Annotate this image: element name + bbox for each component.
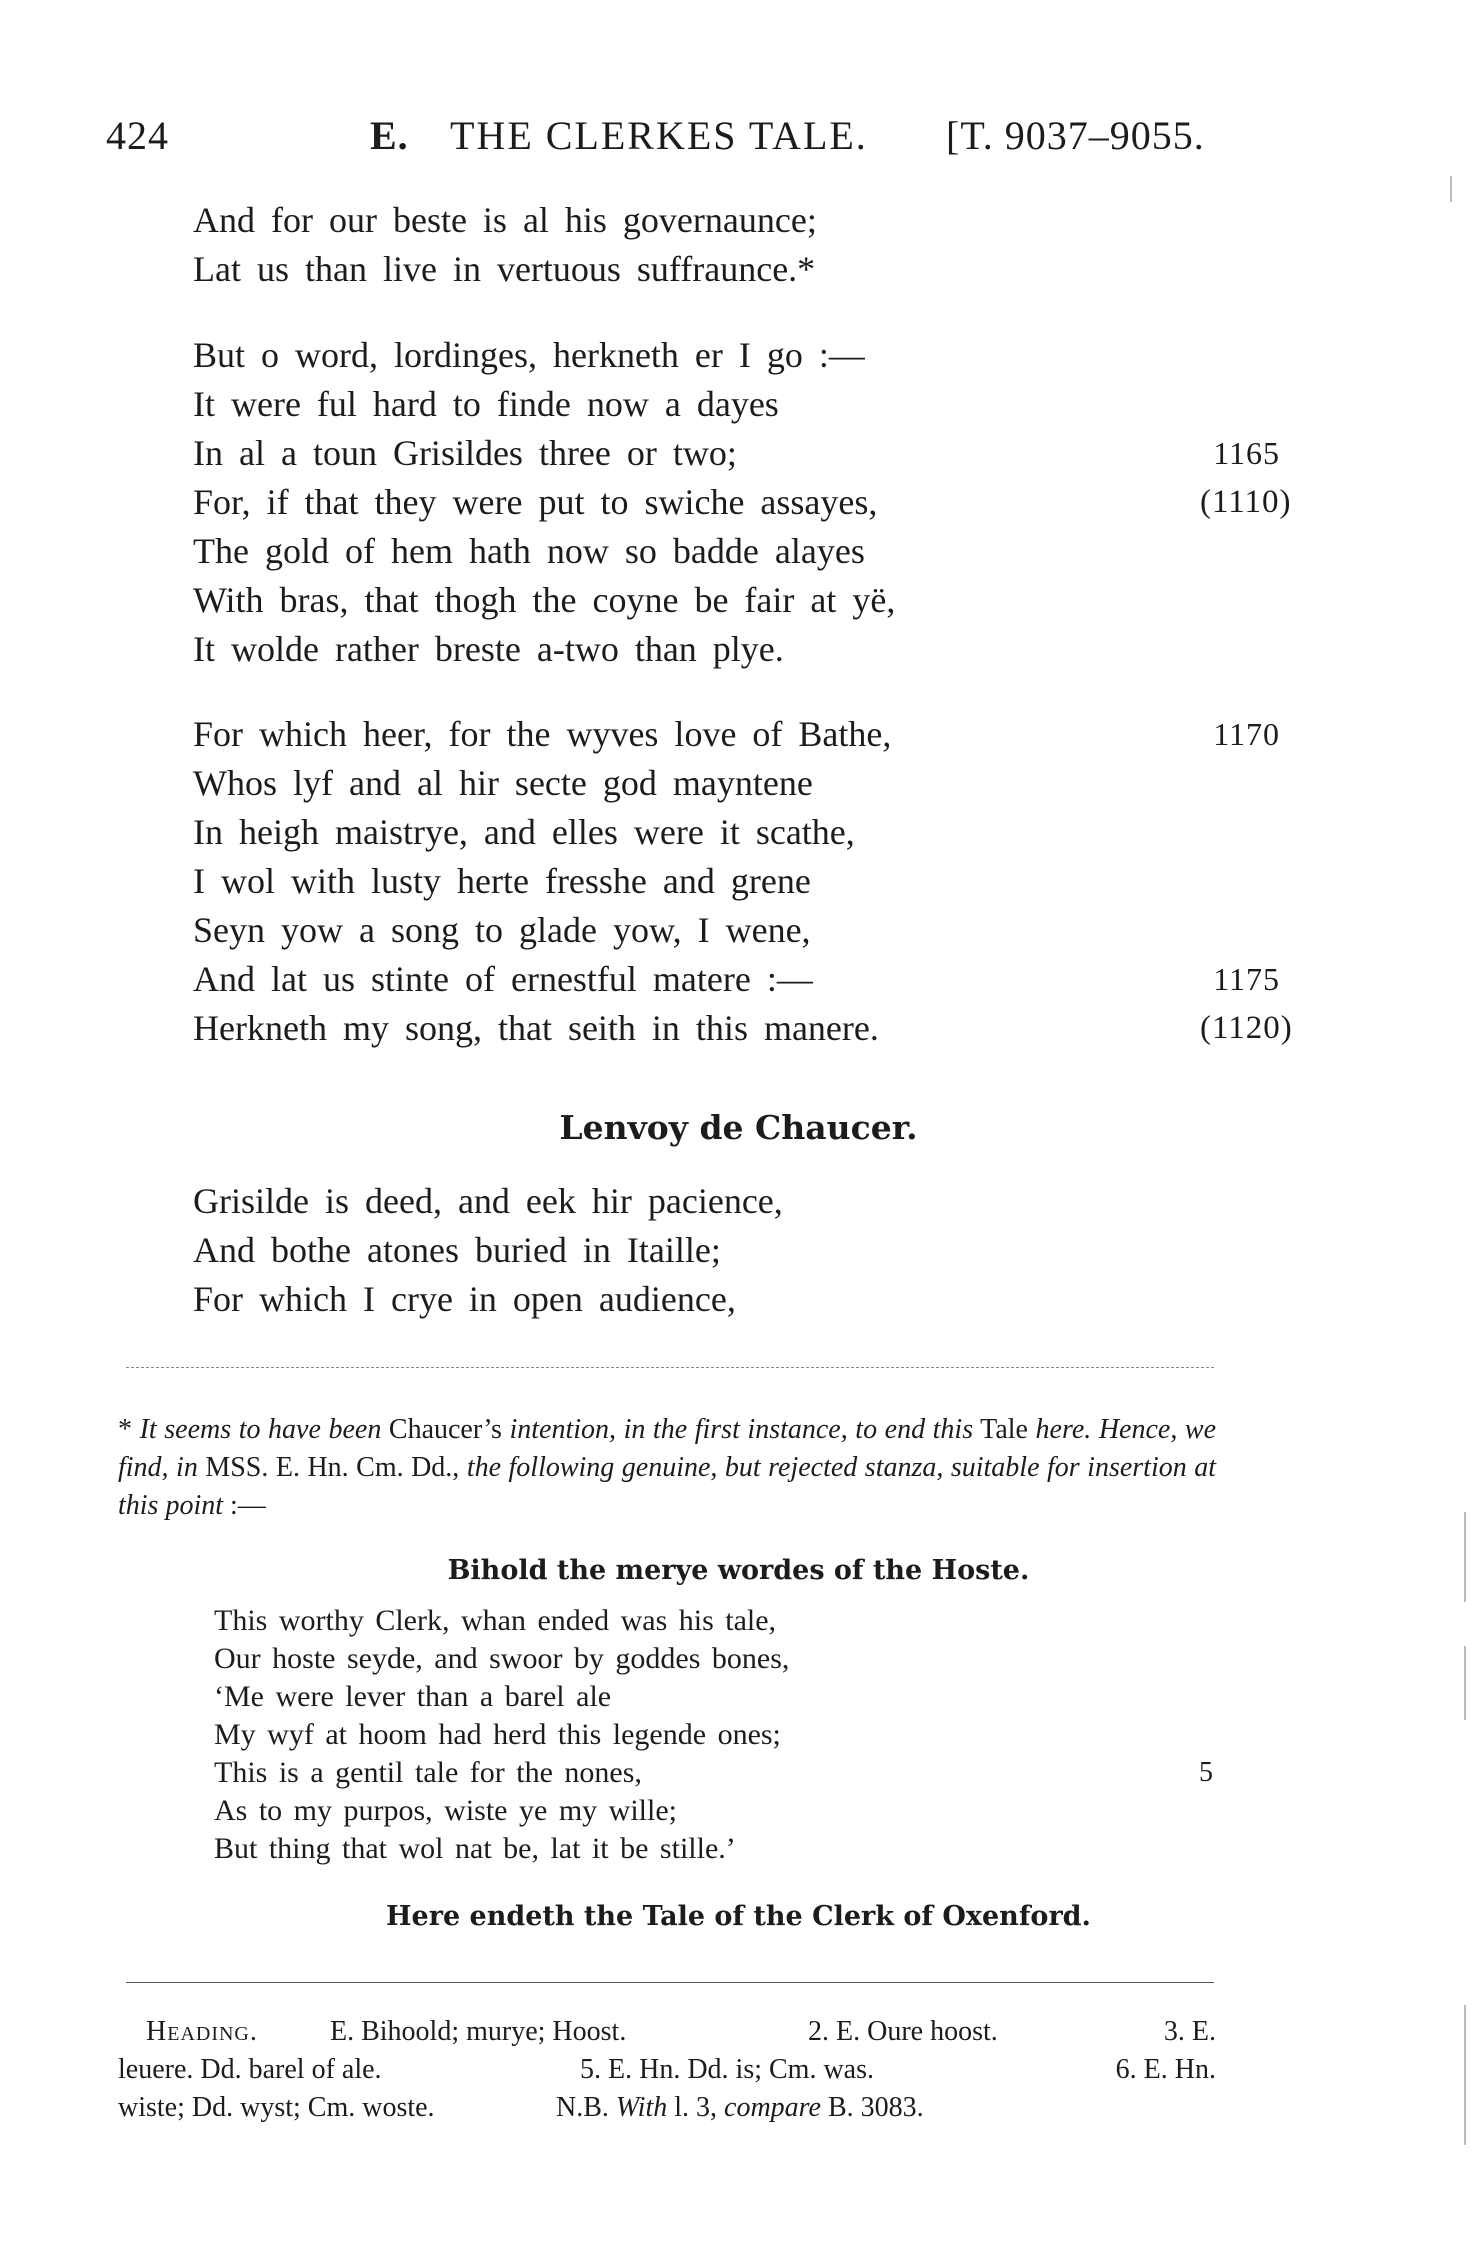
textual-variants bbox=[118, 2013, 1216, 2127]
variant-line-3: 3. E. bbox=[1163, 2016, 1216, 2047]
verse-stanza-4 bbox=[193, 1177, 1243, 1324]
verse-stanza-2 bbox=[193, 331, 1292, 674]
verse-line bbox=[193, 429, 1280, 478]
stanza-line bbox=[214, 1716, 1224, 1754]
footnote-stanza bbox=[214, 1602, 1224, 1868]
verse-line bbox=[193, 331, 1243, 380]
variant-line-2: 2. E. Oure hoost. bbox=[808, 2016, 998, 2047]
line-number: 1175 bbox=[1213, 961, 1280, 997]
line-text: It were ful hard to finde now a dayes bbox=[193, 384, 779, 424]
verse-line bbox=[193, 478, 1292, 527]
footnote-italic-run: It seems to have been bbox=[139, 1414, 382, 1445]
line-reference: [T. 9037–9055. bbox=[946, 113, 1205, 158]
verse-line bbox=[193, 196, 1243, 245]
verse-line bbox=[193, 380, 1243, 429]
verse-line bbox=[193, 527, 1243, 576]
variant-line-5: 5. E. Hn. Dd. is; Cm. was. bbox=[580, 2054, 874, 2085]
verse-line bbox=[193, 1004, 1293, 1053]
verse-line bbox=[193, 808, 1243, 857]
line-text: Seyn yow a song to glade yow, I wene, bbox=[193, 910, 811, 950]
variant-line-6: 6. E. Hn. bbox=[1115, 2054, 1216, 2085]
page-number: 424 bbox=[106, 113, 169, 158]
verse-line bbox=[193, 710, 1280, 759]
verse-stanza-3 bbox=[193, 710, 1293, 1053]
verse-line bbox=[193, 576, 1243, 625]
footnote-run: * bbox=[118, 1414, 140, 1445]
verse-line bbox=[193, 955, 1280, 1004]
line-text: Lat us than live in vertuous suffraunce.* bbox=[193, 249, 816, 289]
line-text: The gold of hem hath now so badde alayes bbox=[193, 531, 865, 571]
line-text: Whos lyf and al hir secte god mayntene bbox=[193, 763, 813, 803]
footnote-italic-run: intention, in the first instance, to end this bbox=[509, 1414, 974, 1445]
line-text: And bothe atones buried in Itaille; bbox=[193, 1230, 721, 1270]
stanza-line bbox=[214, 1792, 1224, 1830]
verse-stanza-1 bbox=[193, 196, 1243, 294]
line-text: This worthy Clerk, whan ended was his tale, bbox=[214, 1604, 777, 1637]
line-text: With bras, that thogh the coyne be fair at yë, bbox=[193, 580, 896, 620]
line-text: For, if that they were put to swiche assayes, bbox=[193, 482, 878, 522]
line-text: In heigh maistrye, and elles were it scathe, bbox=[193, 812, 855, 852]
alt-line-number: (1110) bbox=[1200, 484, 1292, 520]
alt-line-number: (1120) bbox=[1200, 1010, 1293, 1046]
line-text: My wyf at hoom had herd this legende ones; bbox=[214, 1718, 781, 1751]
stanza-line bbox=[214, 1830, 1224, 1868]
footnote bbox=[118, 1411, 1216, 1525]
scan-mark bbox=[1464, 2005, 1466, 2145]
verse-line bbox=[193, 625, 1243, 674]
footnote-stanza-heading: Bihold the merye wordes of the Hoste. bbox=[447, 1555, 1030, 1586]
line-text: As to my purpos, wiste ye my wille; bbox=[214, 1794, 677, 1827]
variant-heading: E. Bihoold; murye; Hoost. bbox=[330, 2016, 627, 2047]
stanza-line bbox=[214, 1602, 1224, 1640]
line-text: But o word, lordinges, herkneth er I go :— bbox=[193, 335, 865, 375]
line-text: And lat us stinte of ernestful matere :— bbox=[193, 959, 813, 999]
verse-line bbox=[193, 1275, 1243, 1324]
stanza-line bbox=[214, 1640, 1224, 1678]
variant-heading-label: Heading. bbox=[146, 2016, 258, 2047]
line-number: 1165 bbox=[1213, 435, 1280, 471]
line-text: In al a toun Grisildes three or two; bbox=[193, 433, 737, 473]
variant-line-6-cont: wiste; Dd. wyst; Cm. woste. bbox=[118, 2092, 435, 2123]
footnote-italic-run: here. Hence, we find, in bbox=[118, 1414, 1216, 1483]
variants-row-1 bbox=[118, 2013, 1216, 2051]
line-number: 5 bbox=[1199, 1757, 1213, 1788]
verse-line bbox=[193, 1177, 1243, 1226]
envoy-heading: Lenvoy de Chaucer. bbox=[559, 1108, 918, 1147]
footnote-divider bbox=[126, 1367, 1214, 1368]
footnote-run: :— bbox=[223, 1490, 266, 1521]
line-text: But thing that wol nat be, lat it be stille.’ bbox=[214, 1832, 736, 1865]
footnote-run: MSS. E. Hn. Cm. Dd., bbox=[197, 1452, 467, 1483]
editor-note: N.B. With l. 3, compare B. 3083. bbox=[556, 2092, 924, 2123]
variants-row-3 bbox=[118, 2089, 1216, 2127]
tale-explicit: Here endeth the Tale of the Clerk of Oxenford. bbox=[386, 1901, 1091, 1932]
verse-line bbox=[193, 906, 1243, 955]
line-text: For which heer, for the wyves love of Bathe, bbox=[193, 714, 892, 754]
verse-line bbox=[193, 245, 1243, 294]
verse-line bbox=[193, 759, 1243, 808]
scan-mark bbox=[1464, 1646, 1466, 1720]
footnote-run: Tale bbox=[973, 1414, 1036, 1445]
verse-line bbox=[193, 1226, 1243, 1275]
line-text: Our hoste seyde, and swoor by goddes bones, bbox=[214, 1642, 790, 1675]
variants-divider bbox=[126, 1982, 1214, 1983]
line-text: Grisilde is deed, and eek hir pacience, bbox=[193, 1181, 783, 1221]
line-number: 1170 bbox=[1213, 716, 1280, 752]
footnote-italic-run: the following genuine, but rejected stanza, suitable for insertion at this point bbox=[118, 1452, 1216, 1521]
variants-row-2 bbox=[118, 2051, 1216, 2089]
footnote-run: Chaucer’s bbox=[381, 1414, 510, 1445]
line-text: For which I crye in open audience, bbox=[193, 1279, 736, 1319]
line-text: It wolde rather breste a-two than plye. bbox=[193, 629, 784, 669]
running-title: THE CLERKES TALE. bbox=[450, 113, 868, 158]
line-text: Herkneth my song, that seith in this manere. bbox=[193, 1008, 879, 1048]
stanza-line bbox=[214, 1754, 1224, 1792]
verse-line bbox=[193, 857, 1243, 906]
scan-mark bbox=[1464, 1512, 1466, 1602]
line-text: ‘Me were lever than a barel ale bbox=[214, 1680, 612, 1713]
footnote-text bbox=[118, 1411, 1216, 1525]
stanza-line bbox=[214, 1678, 1224, 1716]
scan-mark bbox=[1450, 176, 1452, 202]
variant-line-3-cont: leuere. Dd. barel of ale. bbox=[118, 2054, 382, 2085]
line-text: And for our beste is al his governaunce; bbox=[193, 200, 817, 240]
manuscript-signature: E. bbox=[370, 113, 409, 158]
line-text: This is a gentil tale for the nones, bbox=[214, 1756, 642, 1789]
line-text: I wol with lusty herte fresshe and grene bbox=[193, 861, 811, 901]
